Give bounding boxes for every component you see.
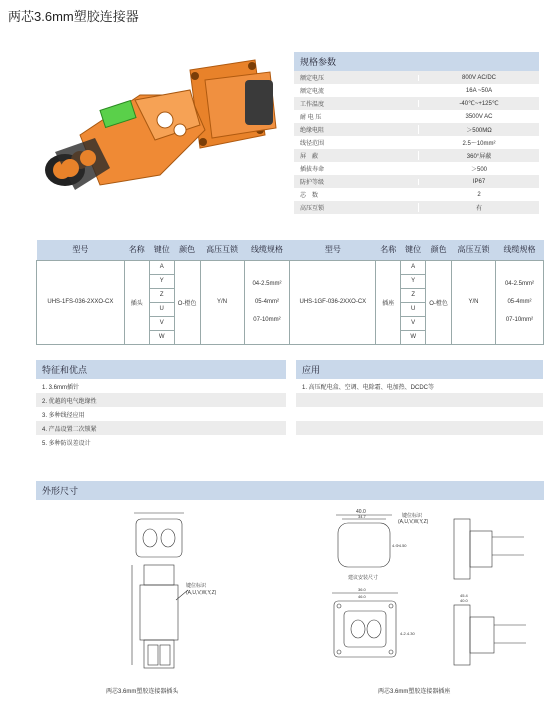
note-key-plug: 键位标识 <box>186 583 207 589</box>
key-cell: Y <box>401 274 426 288</box>
list-item <box>296 435 543 449</box>
key-cell: A <box>149 260 174 274</box>
note-key-socket: 键位标识 <box>402 513 423 519</box>
key-cell: V <box>149 316 174 330</box>
spec-row: 高压互锁 有 <box>294 201 539 214</box>
dim-label: 34.7 <box>358 514 366 519</box>
spec-row: 工作温度 -40℃~+125℃ <box>294 97 539 110</box>
col-header: 颜色 <box>174 240 200 260</box>
col-header: 键位 <box>401 240 426 260</box>
col-header: 线缆规格 <box>244 240 290 260</box>
model-header-row <box>37 240 544 260</box>
key-cell: Y <box>149 274 174 288</box>
table-row <box>37 260 544 274</box>
dim-label: 40.0 <box>356 509 366 515</box>
spec-row: 防护等级 IP67 <box>294 175 539 188</box>
model-left: UHS-1FS-036-2XXO-CX <box>37 260 125 344</box>
page-title: 两芯3.6mm塑胶连接器 <box>8 9 139 24</box>
spec-row: 芯 数 2 <box>294 188 539 201</box>
list-item <box>296 421 543 435</box>
cable-right: 04-2.5mm² 05-4mm² 07-10mm² <box>495 260 543 344</box>
color-right: O-橙色 <box>426 260 452 344</box>
spec-row: 耐 电 压 3500V AC <box>294 110 539 123</box>
col-header: 颜色 <box>426 240 452 260</box>
spec-row: 屏 蔽 360°屏蔽 <box>294 149 539 162</box>
caption-plug: 两芯3.6mm塑胶连接器插头 <box>106 689 179 695</box>
spec-row: 线径范围 2.5～10mm² <box>294 136 539 149</box>
name-right: 插座 <box>376 260 401 344</box>
col-header: 高压互锁 <box>452 240 496 260</box>
dim-label: 4-2.4.30 <box>400 631 415 636</box>
features-section <box>36 360 286 449</box>
list-item: 3. 多种线径应用 <box>42 412 85 419</box>
interlock-left: Y/N <box>200 260 244 344</box>
col-header: 高压互锁 <box>200 240 244 260</box>
name-left: 插头 <box>124 260 149 344</box>
list-item: 1. 3.6mm插针 <box>42 384 80 391</box>
col-header: 型号 <box>37 240 125 260</box>
note-key-socket-b: (A,U,V,W,Y,Z) <box>398 519 429 525</box>
key-cell: W <box>401 330 426 344</box>
note-mount: 建议安装尺寸 <box>348 575 379 581</box>
dimensions-header: 外形尺寸 <box>36 481 544 500</box>
col-header: 名称 <box>124 240 149 260</box>
product-photo <box>40 40 280 205</box>
col-header: 名称 <box>376 240 401 260</box>
spec-row: 额定电流 16A ~50A <box>294 84 539 97</box>
spec-row: 插拔寿命 ＞500 <box>294 162 539 175</box>
dim-label: 36.0 <box>358 587 366 592</box>
key-cell: U <box>401 302 426 316</box>
list-item <box>296 407 543 421</box>
key-cell: U <box>149 302 174 316</box>
dimension-drawing <box>36 505 544 705</box>
dim-label: 4-Φ4.50 <box>392 543 407 548</box>
features-header: 特征和优点 <box>36 360 286 379</box>
col-header: 键位 <box>149 240 174 260</box>
applications-section <box>296 360 543 449</box>
spec-rows <box>294 71 539 214</box>
key-cell: W <box>149 330 174 344</box>
model-right: UHS-1GF-036-2XXO-CX <box>290 260 376 344</box>
key-cell: A <box>401 260 426 274</box>
dim-label: 45.4 <box>460 593 468 598</box>
key-cell: V <box>401 316 426 330</box>
list-item: 2. 优越的电气绝缘性 <box>36 393 286 407</box>
key-cell: Z <box>149 288 174 302</box>
spec-table <box>294 52 539 214</box>
caption-socket: 两芯3.6mm塑胶连接器插座 <box>378 689 451 695</box>
list-item: 5. 多种防误差设计 <box>42 440 91 447</box>
color-left: O-橙色 <box>174 260 200 344</box>
cable-left: 04-2.5mm² 05-4mm² 07-10mm² <box>244 260 290 344</box>
list-item: 4. 产品设置二次锁紧 <box>36 421 286 435</box>
model-table <box>36 240 544 345</box>
list-item: 1. 高压配电盒、空调、电除霜、电加热、DCDC等 <box>302 384 435 391</box>
dim-label: 46.0 <box>358 594 366 599</box>
dimensions-section <box>36 481 544 500</box>
interlock-right: Y/N <box>452 260 496 344</box>
note-key-plug-b: (A,U,V,W,Y,Z) <box>186 590 217 596</box>
dim-label: 40.0 <box>460 598 468 603</box>
spec-row: 额定电压 800V AC/DC <box>294 71 539 84</box>
list-item <box>296 393 543 407</box>
key-cell: Z <box>401 288 426 302</box>
spec-row: 绝缘电阻 ＞500MΩ <box>294 123 539 136</box>
col-header: 线缆规格 <box>495 240 543 260</box>
col-header: 型号 <box>290 240 376 260</box>
applications-header: 应用 <box>296 360 543 379</box>
spec-header: 规格参数 <box>294 52 539 71</box>
